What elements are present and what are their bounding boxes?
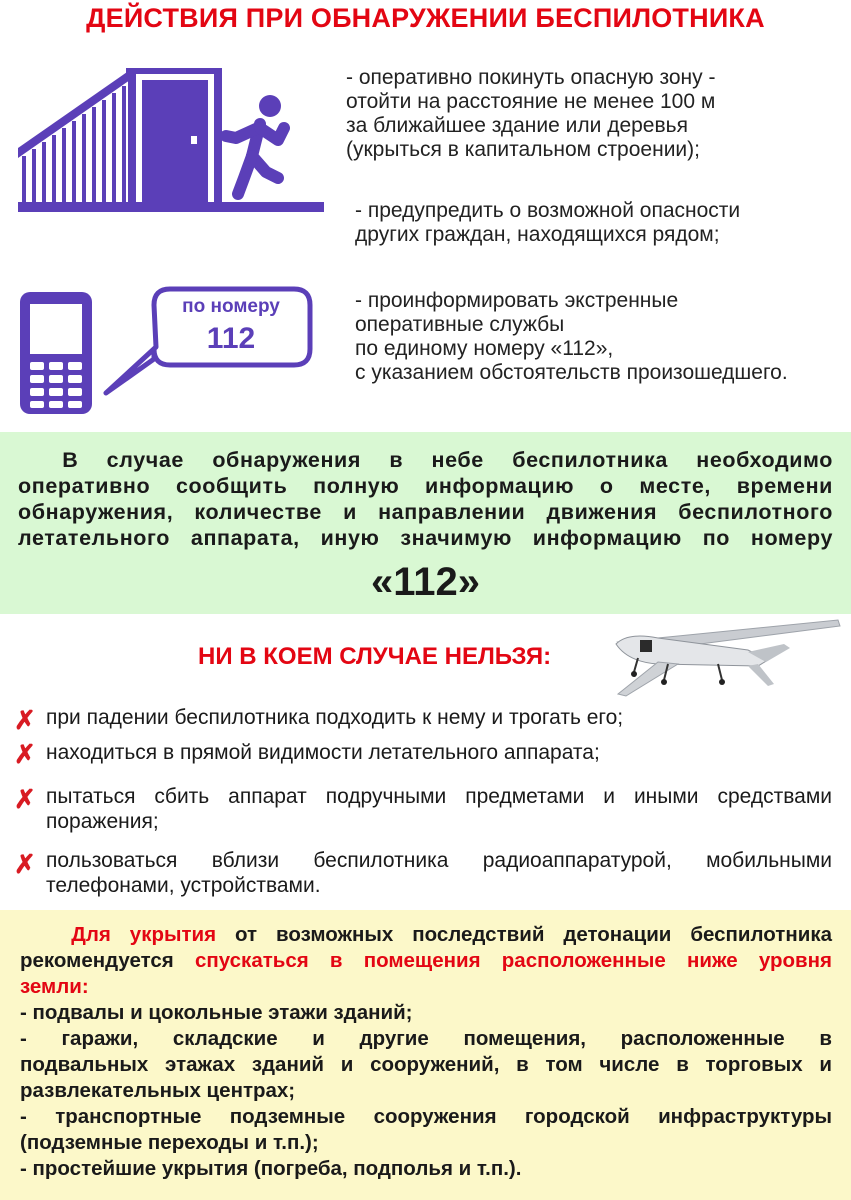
- report-text: В случае обнаружения в небе беспилотника необходимо оперативно сообщить полную информацию о месте, времени обнаружения, количестве и направлении движения беспилотного летательного аппарата, иную значимую информацию по номеру: [18, 448, 833, 550]
- shelter-item: - простейшие укрытия (погреба, подполья и т.п.).: [20, 1157, 522, 1180]
- shelter-item: (подземные переходы и т.п.);: [20, 1131, 319, 1154]
- mobile-phone-icon: [18, 290, 94, 416]
- shelter-intro-line: Для укрытия от возможных последствий детонации беспилотника: [71, 923, 832, 946]
- action-1: - оперативно покинуть опасную зону - отойти на расстояние не менее 100 м за ближайшее здание или деревья (укрыться в капитальном строении);: [346, 66, 716, 161]
- cross-icon: ✗: [14, 705, 36, 735]
- action-3: - проинформировать экстренные оперативные службы по единому номеру «112», с указанием обстоятельств произошедшего.: [355, 289, 788, 384]
- forbidden-item: находиться в прямой видимости летательного аппарата;: [46, 741, 600, 764]
- running-person-icon: [222, 92, 312, 202]
- report-number: «112»: [370, 560, 481, 604]
- bubble-label: по номеру: [182, 296, 280, 317]
- forbidden-item: при падении беспилотника подходить к нему и трогать его;: [46, 706, 624, 729]
- cross-icon: ✗: [14, 849, 36, 879]
- shelter-item: - гаражи, складские и другие помещения, расположенные в: [20, 1027, 832, 1050]
- shelter-rec-line: рекомендуется спускаться в помещения расположенные ниже уровня: [20, 949, 833, 972]
- forbidden-item: пользоваться вблизи беспилотника радиоаппаратурой, мобильными телефонами, устройствами.: [46, 849, 832, 897]
- cross-icon: ✗: [14, 739, 36, 769]
- shelter-item: - транспортные подземные сооружения городской инфраструктуры: [20, 1105, 832, 1128]
- cross-icon: ✗: [14, 784, 36, 814]
- page-title: ДЕЙСТВИЯ ПРИ ОБНАРУЖЕНИИ БЕСПИЛОТНИКА: [86, 3, 765, 33]
- shelter-item: подвальных этажах зданий и сооружений, в том числе в торговых и: [20, 1053, 832, 1076]
- shelter-text: [20, 922, 832, 1182]
- forbidden-title: НИ В КОЕМ СЛУЧАЕ НЕЛЬЗЯ:: [198, 643, 552, 670]
- bubble-number: 112: [206, 322, 256, 355]
- shelter-item: - подвалы и цокольные этажи зданий;: [20, 1001, 413, 1024]
- drone-image: [598, 614, 844, 708]
- forbidden-item: пытаться сбить аппарат подручными предметами и иными средствами поражения;: [46, 785, 832, 833]
- action-2: - предупредить о возможной опасности других граждан, находящихся рядом;: [355, 199, 741, 246]
- shelter-rec-line-2: земли:: [20, 975, 89, 998]
- shelter-item: развлекательных центрах;: [20, 1079, 296, 1102]
